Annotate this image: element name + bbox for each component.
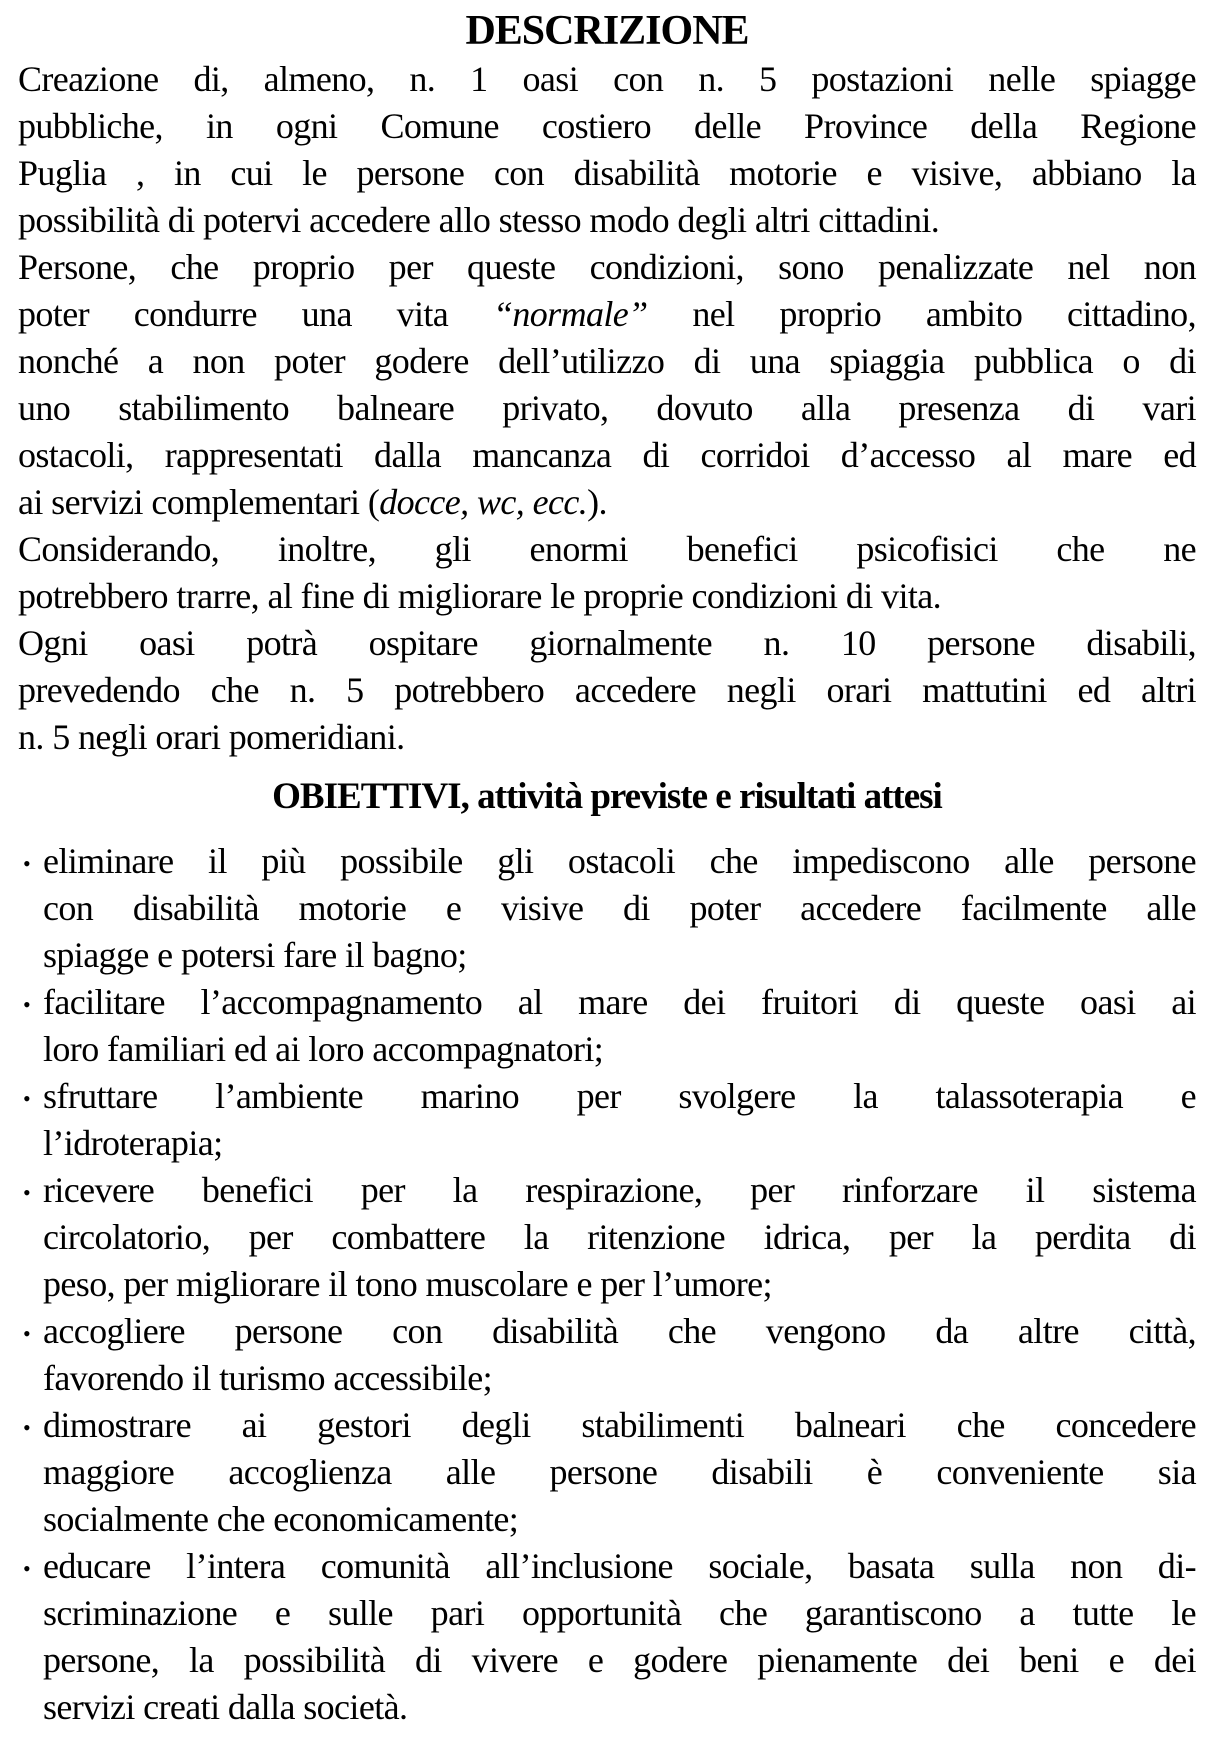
text-line: eliminare il più possibile gli ostacoli che impediscono alle persone bbox=[43, 841, 1196, 881]
paragraph-oasi-creazione bbox=[18, 56, 1196, 244]
text-line: favorendo il turismo accessibile; bbox=[43, 1358, 493, 1398]
text-line: con disabilità motorie e visive di poter accedere facilmente alle bbox=[43, 888, 1196, 928]
italic-docce-phrase: docce, wc, ecc. bbox=[379, 482, 588, 522]
text-line: loro familiari ed ai loro accompagnatori; bbox=[43, 1029, 604, 1069]
document-title: DESCRIZIONE bbox=[465, 8, 749, 54]
paragraph-capienza-oasi bbox=[18, 620, 1196, 761]
text-line: nonché a non poter godere dell’utilizzo di una spiaggia pubblica o di bbox=[18, 341, 1196, 381]
objective-item-turismo-accessibile bbox=[18, 1308, 1196, 1402]
text-run: ). bbox=[587, 482, 607, 522]
text-run: poter condurre una vita bbox=[18, 294, 493, 334]
objective-item-benefici-salute bbox=[18, 1167, 1196, 1308]
text-line: prevedendo che n. 5 potrebbero accedere negli orari mattutini ed altri bbox=[18, 670, 1196, 710]
text-line: ricevere benefici per la respirazione, per rinforzare il sistema bbox=[43, 1170, 1196, 1210]
text-line: Creazione di, almeno, n. 1 oasi con n. 5 postazioni nelle spiagge bbox=[18, 59, 1196, 99]
bullet-icon: • bbox=[23, 992, 31, 1017]
text-line: pubbliche, in ogni Comune costiero delle Province della Regione bbox=[18, 106, 1196, 146]
text-line: servizi creati dalla società. bbox=[43, 1687, 408, 1727]
description-section bbox=[18, 56, 1196, 761]
text-line: educare l’intera comunità all’inclusione sociale, basata sulla non di- bbox=[43, 1546, 1196, 1586]
text-line: Persone, che proprio per queste condizioni, sono penalizzate nel non bbox=[18, 247, 1196, 287]
bullet-icon: • bbox=[23, 1180, 31, 1205]
text-line: facilitare l’accompagnamento al mare dei fruitori di queste oasi ai bbox=[43, 982, 1196, 1022]
bullet-icon: • bbox=[23, 1321, 31, 1346]
text-line: accogliere persone con disabilità che vengono da altre città, bbox=[43, 1311, 1196, 1351]
text-line: socialmente che economicamente; bbox=[43, 1499, 519, 1539]
text-line: n. 5 negli orari pomeridiani. bbox=[18, 717, 405, 757]
italic-normale-phrase: “normale” bbox=[492, 294, 648, 334]
text-line: persone, la possibilità di vivere e godere pienamente dei beni e dei bbox=[43, 1640, 1196, 1680]
text-line bbox=[18, 479, 1196, 526]
bullet-icon: • bbox=[23, 1556, 31, 1581]
objective-item-eliminare-ostacoli bbox=[18, 838, 1196, 979]
text-line: Ogni oasi potrà ospitare giornalmente n. 10 persone disabili, bbox=[18, 623, 1196, 663]
text-line: ostacoli, rappresentati dalla mancanza di corridoi d’accesso al mare ed bbox=[18, 435, 1196, 475]
text-run: ai servizi complementari ( bbox=[18, 482, 380, 522]
text-line: dimostrare ai gestori degli stabilimenti balneari che concedere bbox=[43, 1405, 1196, 1445]
text-run: nel proprio ambito cittadino, bbox=[647, 294, 1196, 334]
text-line: Puglia , in cui le persone con disabilità motorie e visive, abbiano la bbox=[18, 153, 1196, 193]
text-line: Considerando, inoltre, gli enormi benefici psicofisici che ne bbox=[18, 529, 1196, 569]
objective-item-inclusione-sociale bbox=[18, 1543, 1196, 1731]
text-line: maggiore accoglienza alle persone disabili è conveniente sia bbox=[43, 1452, 1196, 1492]
text-line: l’idroterapia; bbox=[43, 1123, 223, 1163]
text-line: scriminazione e sulle pari opportunità che garantiscono a tutte le bbox=[43, 1593, 1196, 1633]
text-line: sfruttare l’ambiente marino per svolgere la talassoterapia e bbox=[43, 1076, 1196, 1116]
text-line: peso, per migliorare il tono muscolare e per l’umore; bbox=[43, 1264, 772, 1304]
bullet-icon: • bbox=[23, 851, 31, 876]
text-line: potrebbero trarre, al fine di migliorare le proprie condizioni di vita. bbox=[18, 576, 942, 616]
text-line: spiagge e potersi fare il bagno; bbox=[43, 935, 467, 975]
objectives-heading: OBIETTIVI, attività previste e risultati attesi bbox=[272, 776, 942, 817]
text-line bbox=[18, 291, 1196, 338]
objective-item-facilitare-accompagnamento bbox=[18, 979, 1196, 1073]
objective-item-gestori-stabilimenti bbox=[18, 1402, 1196, 1543]
paragraph-persone-penalizzate bbox=[18, 244, 1196, 526]
text-line: uno stabilimento balneare privato, dovuto alla presenza di vari bbox=[18, 388, 1196, 428]
text-line: possibilità di potervi accedere allo stesso modo degli altri cittadini. bbox=[18, 200, 940, 240]
objectives-list bbox=[18, 838, 1196, 1731]
objective-item-talassoterapia bbox=[18, 1073, 1196, 1167]
paragraph-benefici-psicofisici bbox=[18, 526, 1196, 620]
bullet-icon: • bbox=[23, 1415, 31, 1440]
bullet-icon: • bbox=[23, 1086, 31, 1111]
text-line: circolatorio, per combattere la ritenzione idrica, per la perdita di bbox=[43, 1217, 1196, 1257]
